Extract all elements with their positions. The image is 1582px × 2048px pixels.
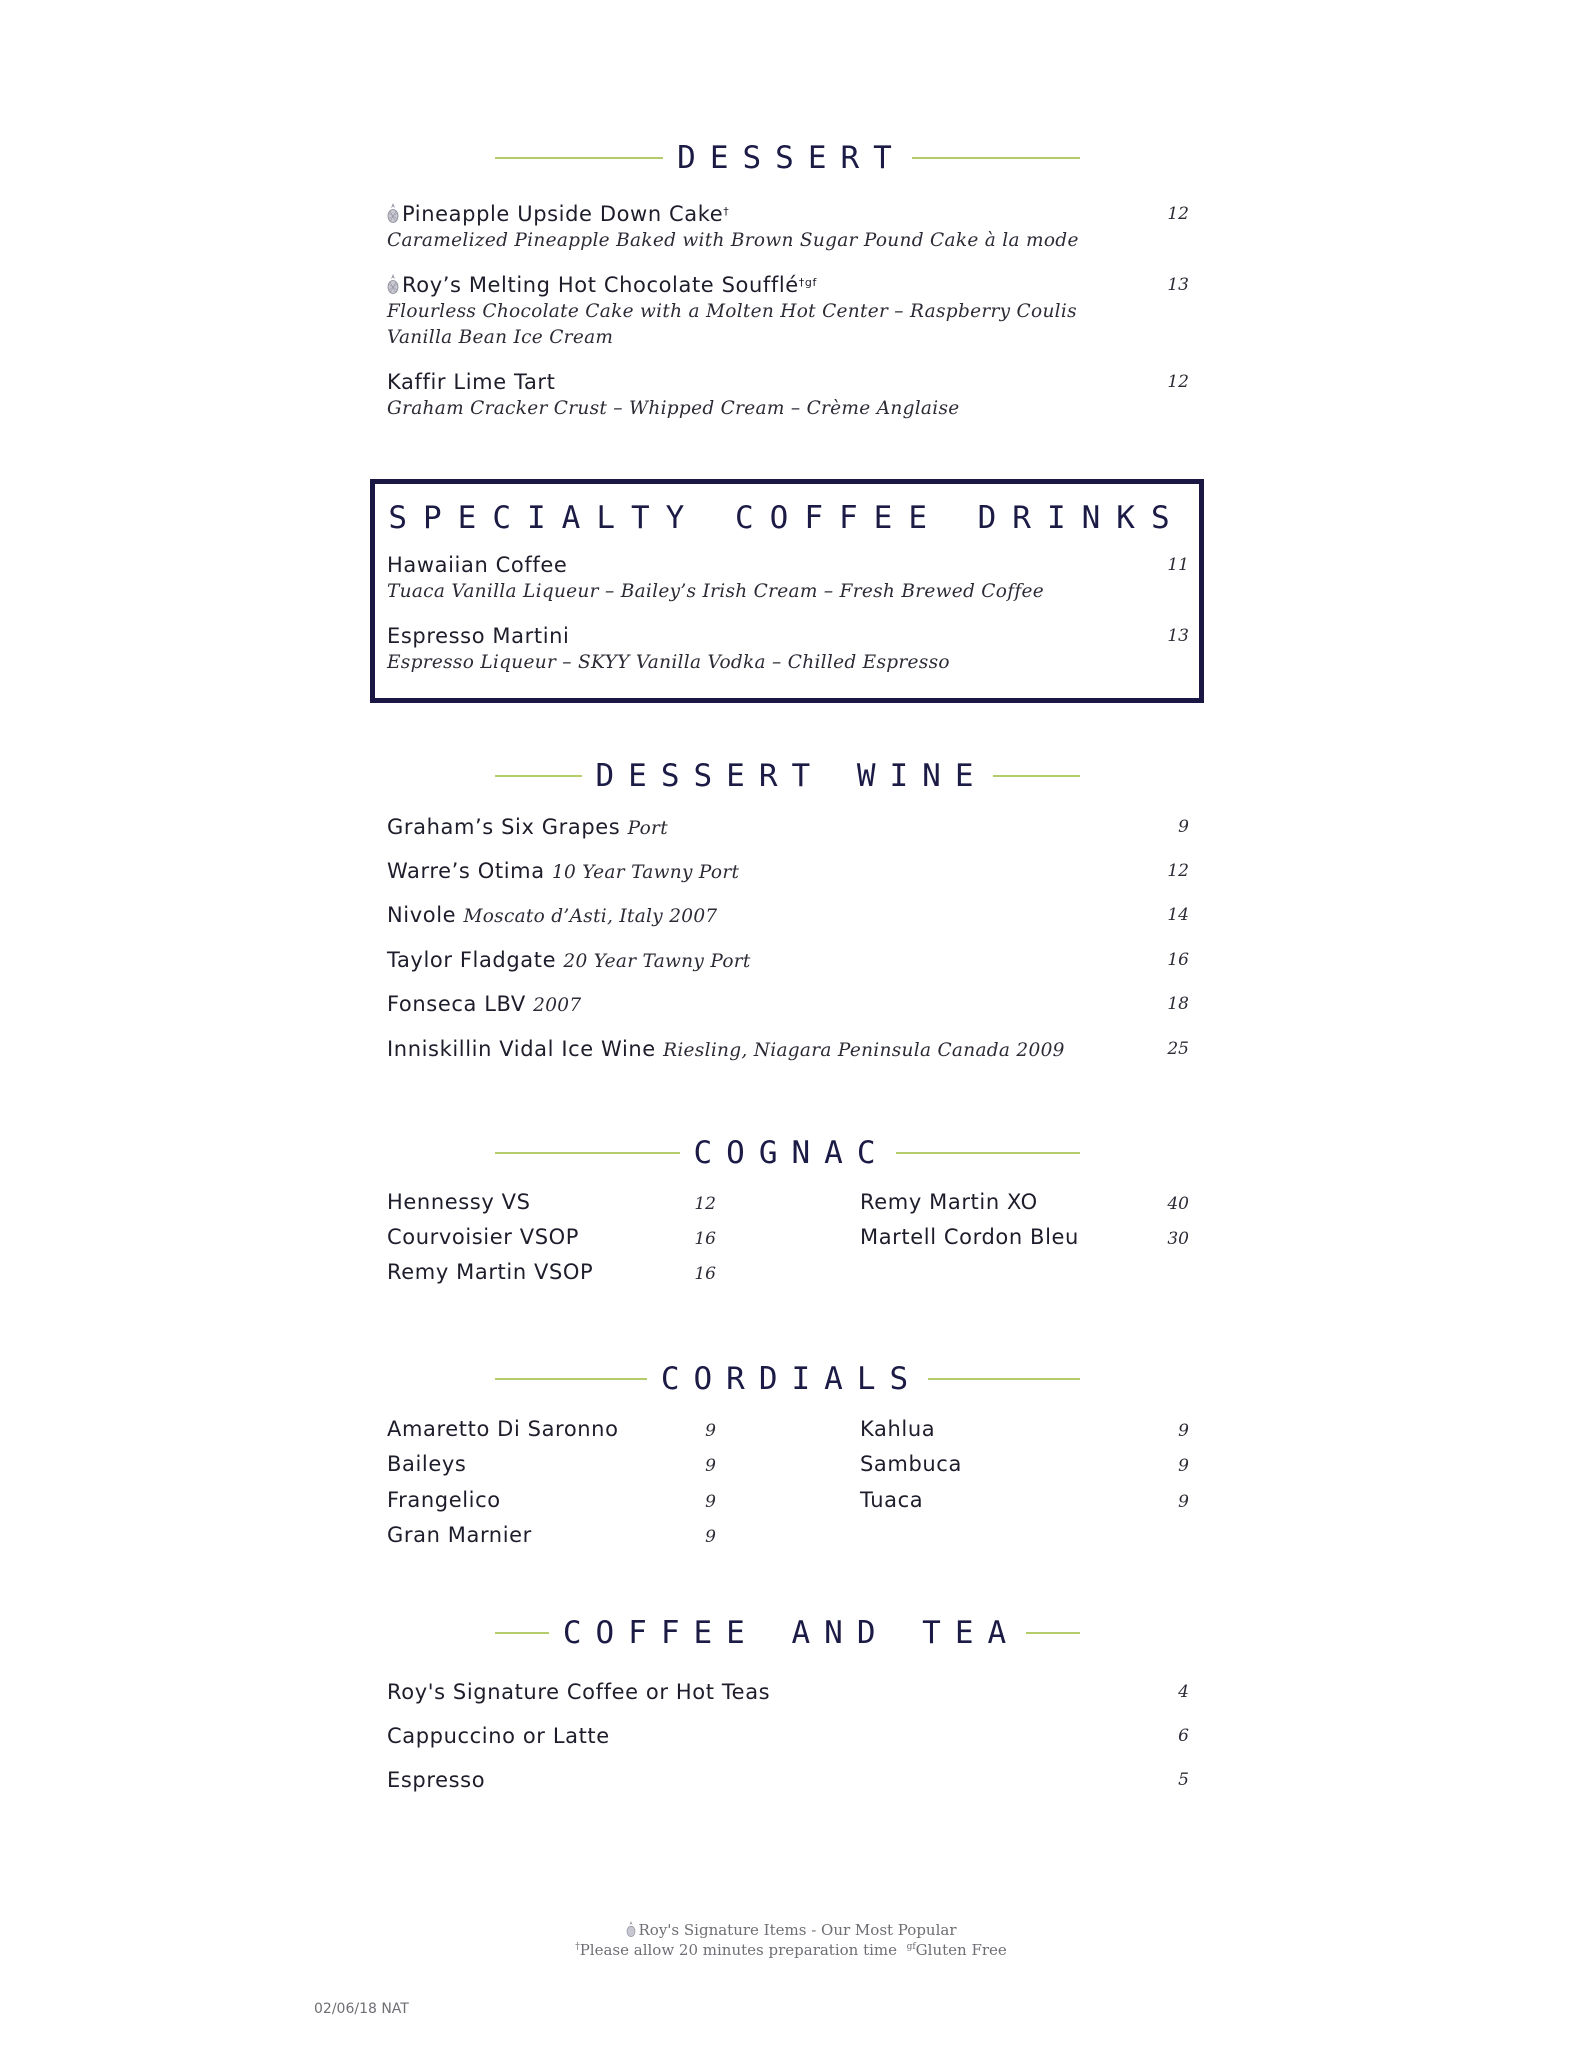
item-name: Espresso	[387, 1768, 486, 1792]
item-description: Flourless Chocolate Cake with a Molten Hot Center – Raspberry Coulis	[387, 301, 1077, 322]
item-name: Warre’s Otima	[387, 859, 545, 883]
cordial-item: Tuaca	[860, 1488, 924, 1512]
cordial-price: 9	[705, 1421, 716, 1441]
item-name: Roy’s Melting Hot Chocolate Soufflé	[402, 273, 799, 297]
cordial-price: 9	[705, 1527, 716, 1547]
cognac-item: Hennessy VS	[387, 1190, 531, 1214]
item-price: 12	[1167, 372, 1189, 392]
item-price: 18	[1167, 994, 1189, 1014]
dagger-mark: †	[575, 1942, 580, 1952]
cordial-item: Baileys	[387, 1452, 467, 1476]
item-description: Graham Cracker Crust – Whipped Cream – Crème Anglaise	[387, 398, 960, 419]
item-description: Tuaca Vanilla Liqueur – Bailey’s Irish Cream – Fresh Brewed Coffee	[387, 581, 1044, 602]
footer-signature-note	[0, 1921, 1582, 1939]
footer-legend	[0, 1941, 1582, 1959]
cognac-price: 16	[694, 1264, 716, 1284]
cordials-heading	[495, 1359, 1080, 1399]
coffee-item	[387, 1766, 1189, 1794]
cognac-price: 40	[1167, 1194, 1189, 1214]
heading-rule-right	[912, 157, 1080, 159]
footer-prep-time: Please allow 20 minutes preparation time	[579, 1941, 898, 1959]
item-name: Kaffir Lime Tart	[387, 370, 556, 394]
item-description: Caramelized Pineapple Baked with Brown Sugar Pound Cake à la mode	[387, 230, 1079, 251]
item-price: 25	[1167, 1039, 1189, 1059]
heading-rule-right	[896, 1152, 1081, 1154]
cordials-title: CORDIALS	[660, 1361, 923, 1397]
cordial-price: 9	[705, 1456, 716, 1476]
coffee-item	[387, 1722, 1189, 1750]
item-description: Espresso Liqueur – SKYY Vanilla Vodka – Chilled Espresso	[387, 652, 950, 673]
cognac-price: 12	[694, 1194, 716, 1214]
wine-item	[387, 1035, 1189, 1065]
heading-rule-left	[495, 775, 582, 777]
item-detail: 10 Year Tawny Port	[551, 862, 740, 883]
cordial-price: 9	[1178, 1456, 1189, 1476]
item-name: Hawaiian Coffee	[387, 553, 568, 577]
cordial-price: 9	[1178, 1421, 1189, 1441]
menu-item	[387, 200, 1189, 254]
dessert-wine-title: DESSERT WINE	[595, 758, 988, 794]
dessert-heading	[495, 138, 1080, 178]
item-price: 16	[1167, 950, 1189, 970]
dagger-mark: †	[723, 205, 730, 218]
cordial-item: Gran Marnier	[387, 1523, 532, 1547]
item-name: Roy's Signature Coffee or Hot Teas	[387, 1680, 771, 1704]
cognac-item: Courvoisier VSOP	[387, 1225, 580, 1249]
item-price: 4	[1178, 1682, 1189, 1702]
footer-line1: Roy's Signature Items - Our Most Popular	[638, 1921, 957, 1939]
item-name: Fonseca LBV	[387, 992, 526, 1016]
item-name: Nivole	[387, 903, 457, 927]
pineapple-icon	[626, 1921, 636, 1937]
item-price: 14	[1167, 905, 1189, 925]
item-price: 9	[1178, 817, 1189, 837]
pineapple-icon	[387, 274, 399, 294]
wine-item	[387, 813, 1189, 843]
item-detail: 2007	[533, 995, 582, 1016]
cordial-item: Sambuca	[860, 1452, 962, 1476]
cordial-item: Frangelico	[387, 1488, 501, 1512]
item-name: Inniskillin Vidal Ice Wine	[387, 1037, 656, 1061]
item-detail: 20 Year Tawny Port	[563, 951, 751, 972]
item-price: 12	[1167, 204, 1189, 224]
heading-rule-left	[495, 1152, 680, 1154]
cognac-price: 16	[694, 1229, 716, 1249]
cognac-item: Martell Cordon Bleu	[860, 1225, 1079, 1249]
gf-mark: gf	[906, 1942, 916, 1952]
cordial-item: Kahlua	[860, 1417, 936, 1441]
menu-item	[387, 368, 1189, 422]
heading-rule-right	[1026, 1632, 1080, 1634]
cognac-item: Remy Martin XO	[860, 1190, 1038, 1214]
item-price: 12	[1167, 861, 1189, 881]
wine-item	[387, 946, 1189, 976]
menu-item	[387, 551, 1189, 605]
heading-rule-left	[495, 157, 663, 159]
item-price: 6	[1178, 1726, 1189, 1746]
heading-rule-right	[928, 1378, 1080, 1380]
cognac-item: Remy Martin VSOP	[387, 1260, 594, 1284]
menu-item	[387, 271, 1189, 351]
item-price: 13	[1167, 275, 1189, 295]
coffee-tea-heading	[495, 1613, 1080, 1653]
item-detail: Riesling, Niagara Peninsula Canada 2009	[663, 1040, 1065, 1061]
dagger-gf-mark: †gf	[798, 276, 817, 289]
heading-rule-left	[495, 1378, 647, 1380]
cordial-price: 9	[705, 1492, 716, 1512]
item-name: Taylor Fladgate	[387, 948, 557, 972]
dessert-title: DESSERT	[677, 140, 906, 176]
item-price: 11	[1167, 555, 1189, 575]
menu-item	[387, 622, 1189, 676]
heading-rule-left	[495, 1632, 549, 1634]
item-name: Graham’s Six Grapes	[387, 815, 621, 839]
wine-item	[387, 990, 1189, 1020]
item-name: Cappuccino or Latte	[387, 1724, 610, 1748]
item-price: 5	[1178, 1770, 1189, 1790]
cordial-price: 9	[1178, 1492, 1189, 1512]
cognac-price: 30	[1167, 1229, 1189, 1249]
wine-item	[387, 901, 1189, 931]
coffee-tea-title: COFFEE AND TEA	[562, 1615, 1021, 1651]
pineapple-icon	[387, 203, 399, 223]
wine-item	[387, 857, 1189, 887]
heading-rule-right	[993, 775, 1080, 777]
dessert-wine-heading	[495, 756, 1080, 796]
cognac-title: COGNAC	[693, 1135, 890, 1171]
specialty-title: SPECIALTY COFFEE DRINKS	[388, 500, 1186, 536]
cordial-item: Amaretto Di Saronno	[387, 1417, 619, 1441]
date-stamp: 02/06/18 NAT	[314, 2001, 409, 2017]
item-description-line2: Vanilla Bean Ice Cream	[387, 327, 614, 348]
item-name: Pineapple Upside Down Cake	[402, 202, 724, 226]
item-detail: Moscato d’Asti, Italy 2007	[463, 906, 718, 927]
item-name: Espresso Martini	[387, 624, 570, 648]
coffee-item	[387, 1678, 1189, 1706]
cognac-heading	[495, 1133, 1080, 1173]
item-price: 13	[1167, 626, 1189, 646]
item-detail: Port	[627, 818, 668, 839]
footer-gluten-free: Gluten Free	[915, 1941, 1007, 1959]
